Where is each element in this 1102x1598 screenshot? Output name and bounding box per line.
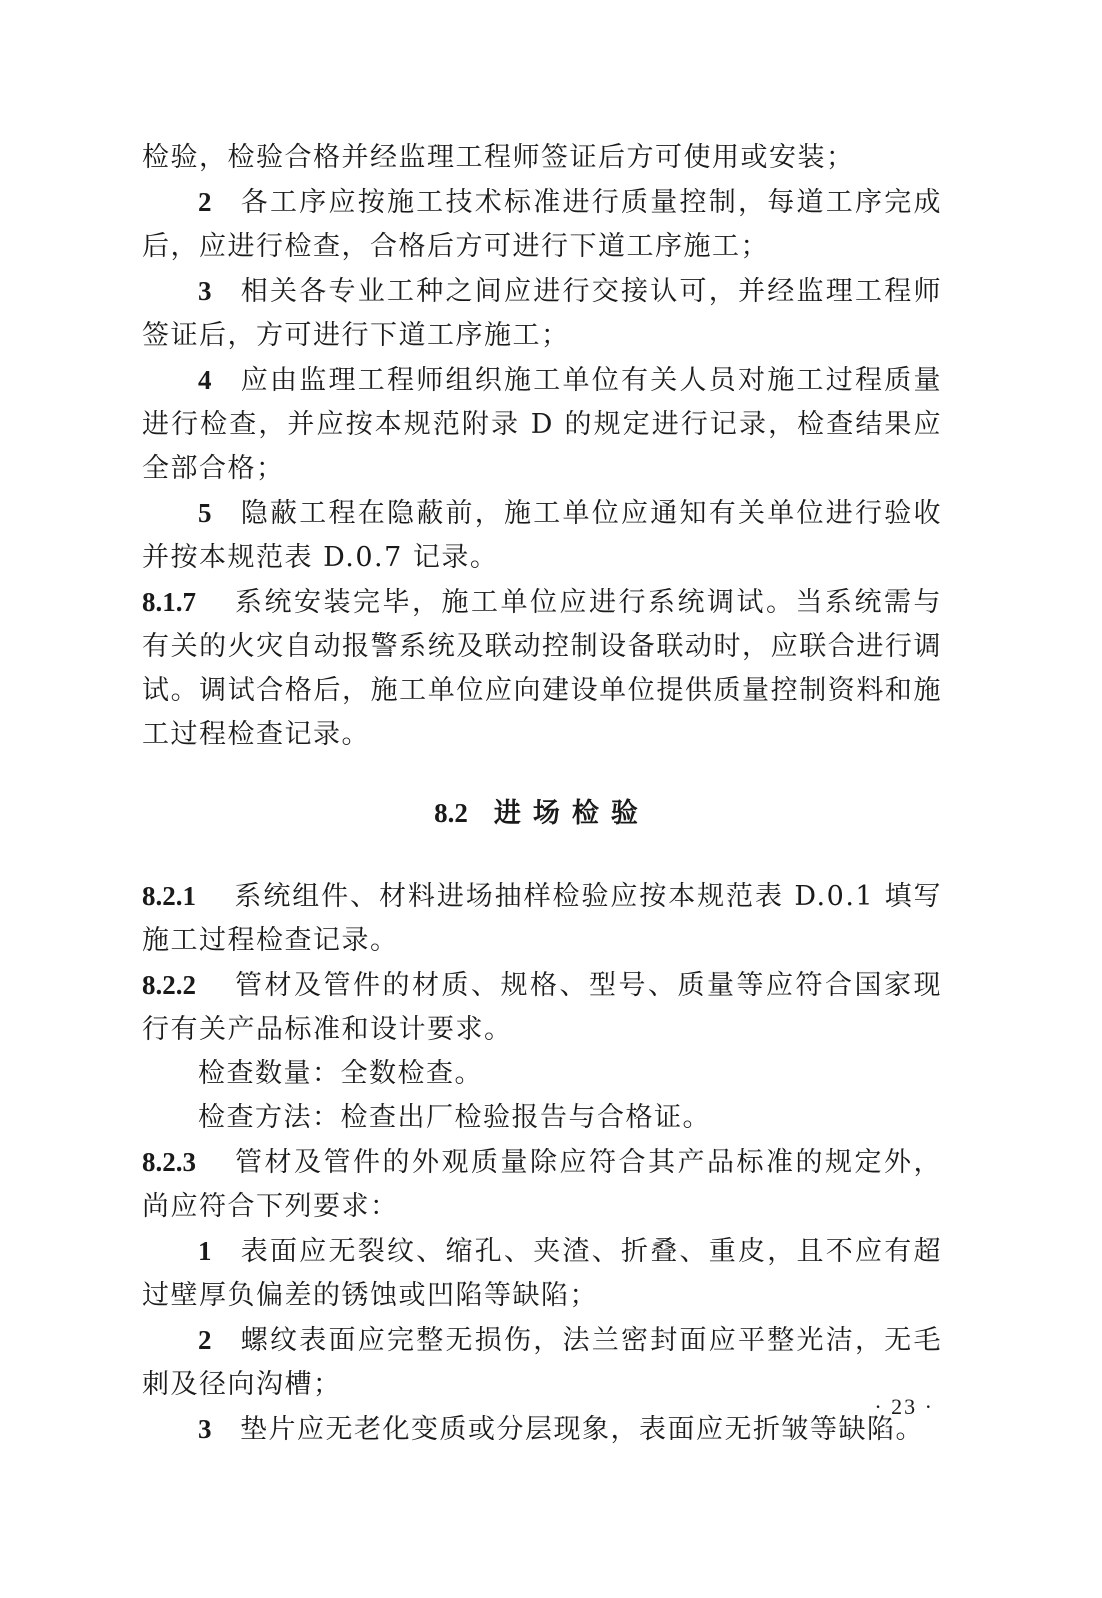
clause-number: 8.1.7 bbox=[142, 587, 196, 617]
clause-text: 管材及管件的材质、规格、型号、质量等应符合国家现行有关产品标准和设计要求。 bbox=[142, 970, 942, 1045]
item-number: 5 bbox=[198, 498, 213, 528]
item-text: 各工序应按施工技术标准进行质量控制，每道工序完成后，应进行检查，合格后方可进行下道工序施工； bbox=[142, 187, 942, 262]
paragraph-continuation bbox=[142, 136, 942, 180]
page-number: · 23 · bbox=[874, 1394, 934, 1419]
item-text: 螺纹表面应完整无损伤，法兰密封面应平整光洁，无毛刺及径向沟槽； bbox=[142, 1325, 942, 1400]
item-number: 1 bbox=[198, 1236, 213, 1266]
item-text: 隐蔽工程在隐蔽前，施工单位应通知有关单位进行验收并按本规范表 D.0.7 记录。 bbox=[142, 498, 942, 573]
section-title: 进场检验 bbox=[493, 798, 650, 829]
clause-text: 系统组件、材料进场抽样检验应按本规范表 D.0.1 填写施工过程检查记录。 bbox=[142, 881, 942, 956]
section-heading bbox=[142, 791, 942, 836]
item-text: 应由监理工程师组织施工单位有关人员对施工过程质量进行检查，并应按本规范附录 D 的规定进行记录，检查结果应全部合格； bbox=[142, 365, 942, 484]
clause-number: 8.2.3 bbox=[142, 1147, 196, 1177]
list-item bbox=[142, 269, 942, 358]
paragraph-text: 检验，检验合格并经监理工程师签证后方可使用或安装； bbox=[142, 142, 855, 173]
clause-text: 管材及管件的外观质量除应符合其产品标准的规定外，尚应符合下列要求： bbox=[142, 1147, 942, 1222]
clause-8-2-3 bbox=[142, 1140, 942, 1229]
clause-8-2-2 bbox=[142, 963, 942, 1052]
clause-number: 8.2.1 bbox=[142, 881, 196, 911]
list-item bbox=[142, 358, 942, 491]
item-number: 2 bbox=[198, 187, 213, 217]
item-number: 3 bbox=[198, 276, 213, 306]
item-number: 3 bbox=[198, 1414, 213, 1444]
item-text: 表面应无裂纹、缩孔、夹渣、折叠、重皮，且不应有超过壁厚负偏差的锈蚀或凹陷等缺陷； bbox=[142, 1236, 942, 1311]
clause-text: 系统安装完毕，施工单位应进行系统调试。当系统需与有关的火灾自动报警系统及联动控制设备联动时，应联合进行调试。调试合格后，施工单位应向建设单位提供质量控制资料和施工过程检查记录。 bbox=[142, 587, 942, 750]
item-text: 垫片应无老化变质或分层现象，表面应无折皱等缺陷。 bbox=[240, 1414, 924, 1445]
list-item bbox=[142, 1229, 942, 1318]
clause-8-1-7 bbox=[142, 580, 942, 757]
section-number: 8.2 bbox=[434, 798, 468, 828]
list-item bbox=[142, 1318, 942, 1407]
list-item bbox=[142, 1407, 942, 1452]
item-number: 2 bbox=[198, 1325, 213, 1355]
document-page bbox=[142, 136, 942, 1452]
item-number: 4 bbox=[198, 365, 213, 395]
check-method: 检查方法：检查出厂检验报告与合格证。 bbox=[198, 1102, 711, 1133]
check-quantity: 检查数量：全数检查。 bbox=[198, 1058, 483, 1089]
item-text: 相关各专业工种之间应进行交接认可，并经监理工程师签证后，方可进行下道工序施工； bbox=[142, 276, 942, 351]
list-item bbox=[142, 491, 942, 580]
clause-number: 8.2.2 bbox=[142, 970, 196, 1000]
list-item bbox=[142, 180, 942, 269]
clause-8-2-1 bbox=[142, 874, 942, 963]
